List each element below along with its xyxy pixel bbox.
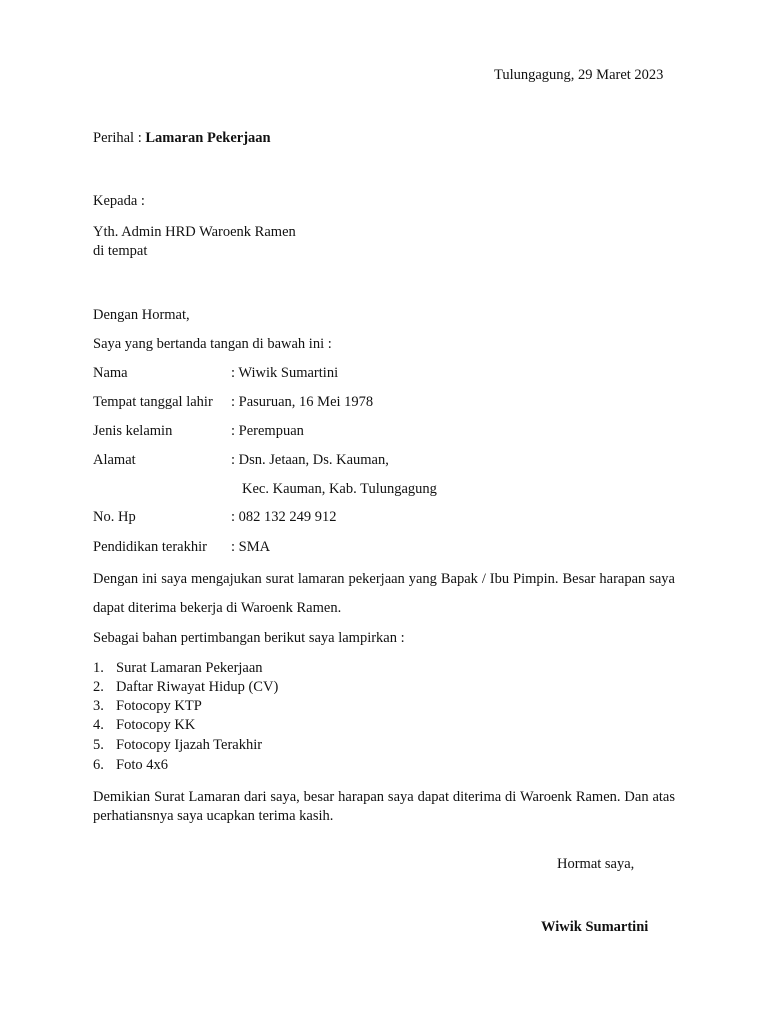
intro-text: Saya yang bertanda tangan di bawah ini : <box>93 336 332 352</box>
place-date: Tulungagung, 29 Maret 2023 <box>494 67 664 83</box>
field-label-pendidikan: Pendidikan terakhir <box>93 539 207 555</box>
field-label-alamat: Alamat <box>93 452 136 468</box>
attachments-intro: Sebagai bahan pertimbangan berikut saya lampirkan : <box>93 630 405 646</box>
field-value-ttl: : Pasuruan, 16 Mei 1978 <box>231 394 374 410</box>
field-label-ttl: Tempat tanggal lahir <box>93 394 213 410</box>
list-item: Fotocopy KTP <box>116 698 202 714</box>
list-item-number: 4. <box>93 717 104 733</box>
list-item-number: 1. <box>93 660 104 676</box>
list-item-number: 3. <box>93 698 104 714</box>
list-item-number: 2. <box>93 679 104 695</box>
field-label-jenis-kelamin: Jenis kelamin <box>93 423 173 439</box>
recipient-line2: di tempat <box>93 243 148 259</box>
list-item: Fotocopy KK <box>116 717 196 733</box>
list-item: Foto 4x6 <box>116 757 168 773</box>
recipient-to-label: Kepada : <box>93 193 145 209</box>
list-item-number: 5. <box>93 737 104 753</box>
field-label-nama: Nama <box>93 365 128 381</box>
subject-value: Lamaran Pekerjaan <box>145 130 271 146</box>
field-value-jenis-kelamin: : Perempuan <box>231 423 304 439</box>
field-value-alamat: : Dsn. Jetaan, Ds. Kauman, <box>231 452 389 468</box>
application-paragraph: Dengan ini saya mengajukan surat lamaran pekerjaan yang Bapak / Ibu Pimpin. Besar harapan saya dapat diterima bekerja di Waroenk Ramen. <box>93 571 675 616</box>
list-item: Surat Lamaran Pekerjaan <box>116 660 263 676</box>
closing-paragraph: Demikian Surat Lamaran dari saya, besar harapan saya dapat diterima di Waroenk Ramen. Dan atas perhatiansnya saya ucapkan terima kasih. <box>93 789 675 824</box>
list-item: Fotocopy Ijazah Terakhir <box>116 737 263 753</box>
field-label-no-hp: No. Hp <box>93 509 136 525</box>
field-value-no-hp: : 082 132 249 912 <box>231 509 337 525</box>
subject-line <box>93 129 271 147</box>
recipient-line1: Yth. Admin HRD Waroenk Ramen <box>93 224 296 240</box>
subject-label: Perihal : <box>93 130 142 146</box>
list-item-number: 6. <box>93 757 104 773</box>
field-value-nama: : Wiwik Sumartini <box>231 365 339 381</box>
greeting: Dengan Hormat, <box>93 307 190 323</box>
field-value-alamat-line2: Kec. Kauman, Kab. Tulungagung <box>242 481 437 497</box>
closing-salutation: Hormat saya, <box>557 856 635 872</box>
signature-name: Wiwik Sumartini <box>541 919 649 935</box>
list-item: Daftar Riwayat Hidup (CV) <box>116 679 279 695</box>
field-value-pendidikan: : SMA <box>231 539 271 555</box>
